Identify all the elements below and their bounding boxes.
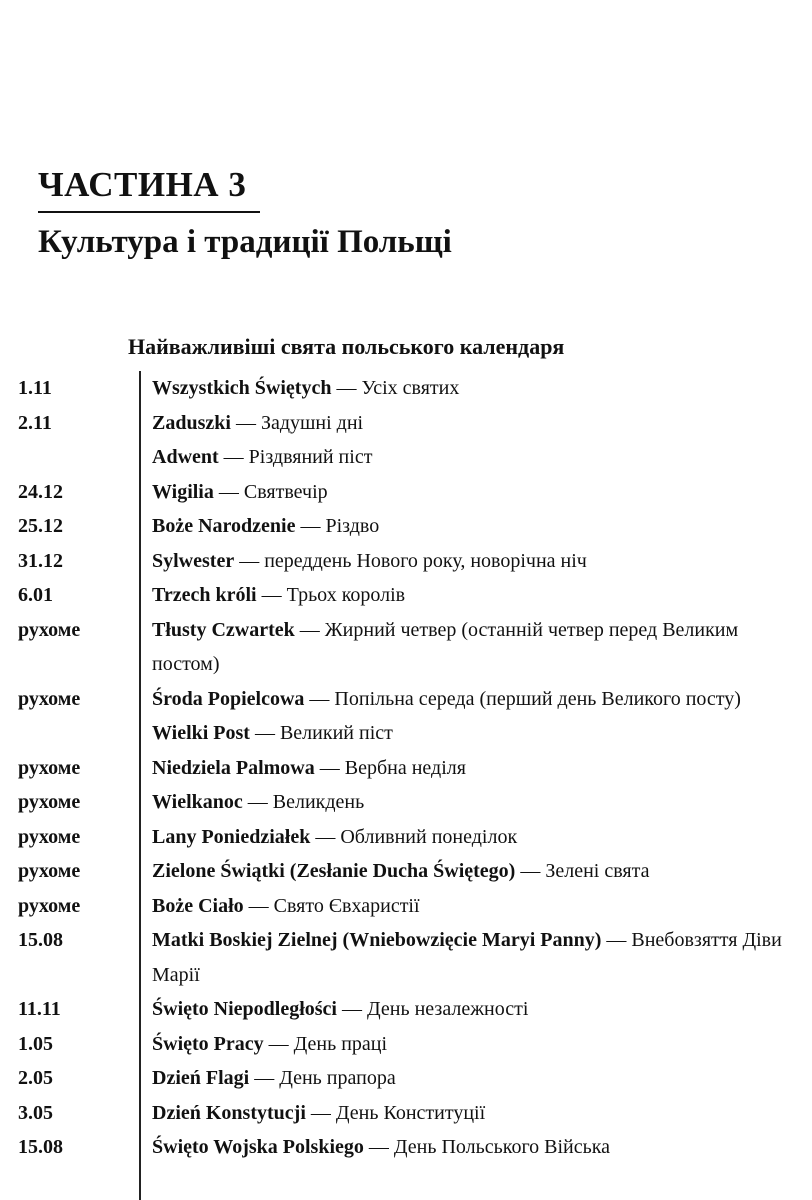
holiday-name-polish: Wigilia [152,480,214,503]
table-heading: Найважливіші свята польського календаря [128,334,565,359]
entry-dash: — [295,515,326,537]
holiday-name-polish: Wielki Post [152,722,250,744]
table-row [18,1061,798,1096]
holiday-name-ukrainian: Святвечір [243,480,328,503]
holiday-name-ukrainian: Свято Євхаристії [273,894,420,917]
entry-dash: — [601,929,632,951]
holiday-name-polish: Boże Narodzenie [152,515,296,537]
entry-dash: — [305,1101,336,1124]
table-row [18,889,798,924]
holiday-date: 25.12 [18,515,63,537]
entry-dash: — [230,411,261,434]
holiday-name-polish: Zielone Świątki (Zesłanie Ducha Świętego) [152,860,516,882]
holiday-name-polish: Adwent [152,446,219,468]
holiday-name-ukrainian: Вербна неділя [344,756,466,779]
holiday-date: рухоме [18,618,81,641]
holiday-date: 2.11 [18,411,52,434]
holiday-name-ukrainian: Обливний понеділок [340,825,518,848]
holiday-entry [152,371,798,406]
holiday-date: 3.05 [18,1101,53,1124]
holiday-entry [152,751,798,786]
holiday-date: рухоме [18,687,81,710]
entry-dash: — [218,446,249,468]
holiday-entry [152,1061,798,1096]
holiday-entry [152,1096,798,1131]
holiday-date: 31.12 [18,549,63,572]
holiday-name-ukrainian: Зелені свята [545,860,650,882]
holiday-name-polish: Dzień Konstytucji [152,1101,306,1124]
holiday-name-polish: Święto Pracy [152,1032,264,1055]
entry-dash: — [256,584,287,606]
holiday-entry [152,613,798,682]
holiday-name-polish: Święto Wojska Polskiego [152,1136,364,1158]
table-row [18,992,798,1027]
holiday-name-ukrainian: День праці [293,1032,388,1055]
holiday-date: 11.11 [18,998,61,1020]
table-row [18,1027,798,1062]
holiday-name-polish: Lany Poniedziałek [152,825,311,848]
table-row [18,1096,798,1131]
table-row [18,820,798,855]
table-row [18,406,798,441]
holiday-name-polish: Środa Popielcowa [152,687,305,710]
holiday-date: рухоме [18,860,81,882]
holiday-name-polish: Matki Boskiej Zielnej (Wniebowzięcie Maryi Panny) [152,929,602,951]
holiday-entry [152,406,798,441]
entry-dash: — [242,791,273,813]
holiday-calendar-table [18,371,798,1165]
holiday-name-polish: Sylwester [152,549,235,572]
holiday-entry [152,923,798,992]
entry-dash: — [294,618,325,641]
table-row [18,716,798,751]
table-row [18,509,798,544]
holiday-entry [152,785,798,820]
entry-dash: — [314,756,345,779]
holiday-name-ukrainian: Внебовзяття Діви Марії [152,929,782,986]
holiday-name-ukrainian: Задушні дні [260,411,364,434]
entry-dash: — [213,480,244,503]
holiday-name-ukrainian: Жирний четвер (останній четвер перед Великим постом) [152,618,739,675]
holiday-name-polish: Wielkanoc [152,791,243,813]
holiday-entry [152,544,798,579]
holiday-entry [152,889,798,924]
holiday-date: 15.08 [18,1136,63,1158]
holiday-entry [152,578,798,613]
entry-dash: — [263,1032,294,1055]
holiday-name-ukrainian: День Конституції [335,1101,486,1124]
table-row [18,544,798,579]
table-row [18,854,798,889]
holiday-name-polish: Tłusty Czwartek [152,618,295,641]
entry-dash: — [249,1067,280,1089]
holiday-name-ukrainian: Різдвяний піст [248,446,373,468]
table-row [18,682,798,717]
holiday-date: 6.01 [18,584,53,606]
holiday-name-polish: Niedziela Palmowa [152,756,315,779]
holiday-entry [152,475,798,510]
holiday-date: 1.11 [18,377,52,399]
holiday-name-ukrainian: Трьох королів [286,584,406,606]
table-row [18,785,798,820]
holiday-date: рухоме [18,894,81,917]
holiday-name-ukrainian: День Польського Війська [393,1136,611,1158]
holiday-entry [152,682,798,717]
holiday-name-ukrainian: Різдво [325,515,380,537]
table-row [18,751,798,786]
holiday-entry [152,820,798,855]
holiday-name-polish: Boże Ciało [152,894,244,917]
holiday-date: рухоме [18,791,81,813]
holiday-entry [152,440,798,475]
entry-dash: — [363,1136,394,1158]
table-row [18,923,798,992]
holiday-name-ukrainian: Великдень [272,791,365,813]
holiday-name-ukrainian: Великий піст [279,722,393,744]
holiday-name-polish: Zaduszki [152,411,231,434]
table-row [18,371,798,406]
holiday-name-polish: Trzech króli [152,584,257,606]
holiday-date: рухоме [18,825,81,848]
holiday-name-polish: Wszystkich Świętych [152,377,332,399]
entry-dash: — [515,860,546,882]
entry-dash: — [310,825,341,848]
part-underline [38,211,260,213]
table-row [18,440,798,475]
holiday-entry [152,716,798,751]
table-row [18,475,798,510]
entry-dash: — [249,722,280,744]
entry-dash: — [304,687,335,710]
holiday-date: 24.12 [18,480,63,503]
part-title: Культура і традиції Польщі [38,224,452,260]
holiday-entry [152,509,798,544]
holiday-name-polish: Dzień Flagi [152,1067,250,1089]
holiday-name-ukrainian: День незалежності [367,998,529,1020]
holiday-entry [152,992,798,1027]
table-row [18,613,798,682]
holiday-entry [152,1130,798,1165]
part-label: ЧАСТИНА 3 [38,165,247,204]
holiday-name-ukrainian: Усіх святих [361,377,460,399]
holiday-date: 2.05 [18,1067,53,1089]
holiday-entry [152,854,798,889]
holiday-name-ukrainian: Попільна середа (перший день Великого посту) [334,687,741,710]
holiday-date: 1.05 [18,1032,53,1055]
entry-dash: — [331,377,362,399]
holiday-name-ukrainian: переддень Нового року, новорічна ніч [264,549,587,572]
entry-dash: — [234,549,265,572]
table-row [18,1130,798,1165]
holiday-name-polish: Święto Niepodległości [152,998,337,1020]
holiday-date: рухоме [18,756,81,779]
holiday-entry [152,1027,798,1062]
entry-dash: — [243,894,274,917]
holiday-name-ukrainian: День прапора [279,1067,396,1089]
entry-dash: — [337,998,367,1020]
holiday-date: 15.08 [18,929,63,951]
table-row [18,578,798,613]
